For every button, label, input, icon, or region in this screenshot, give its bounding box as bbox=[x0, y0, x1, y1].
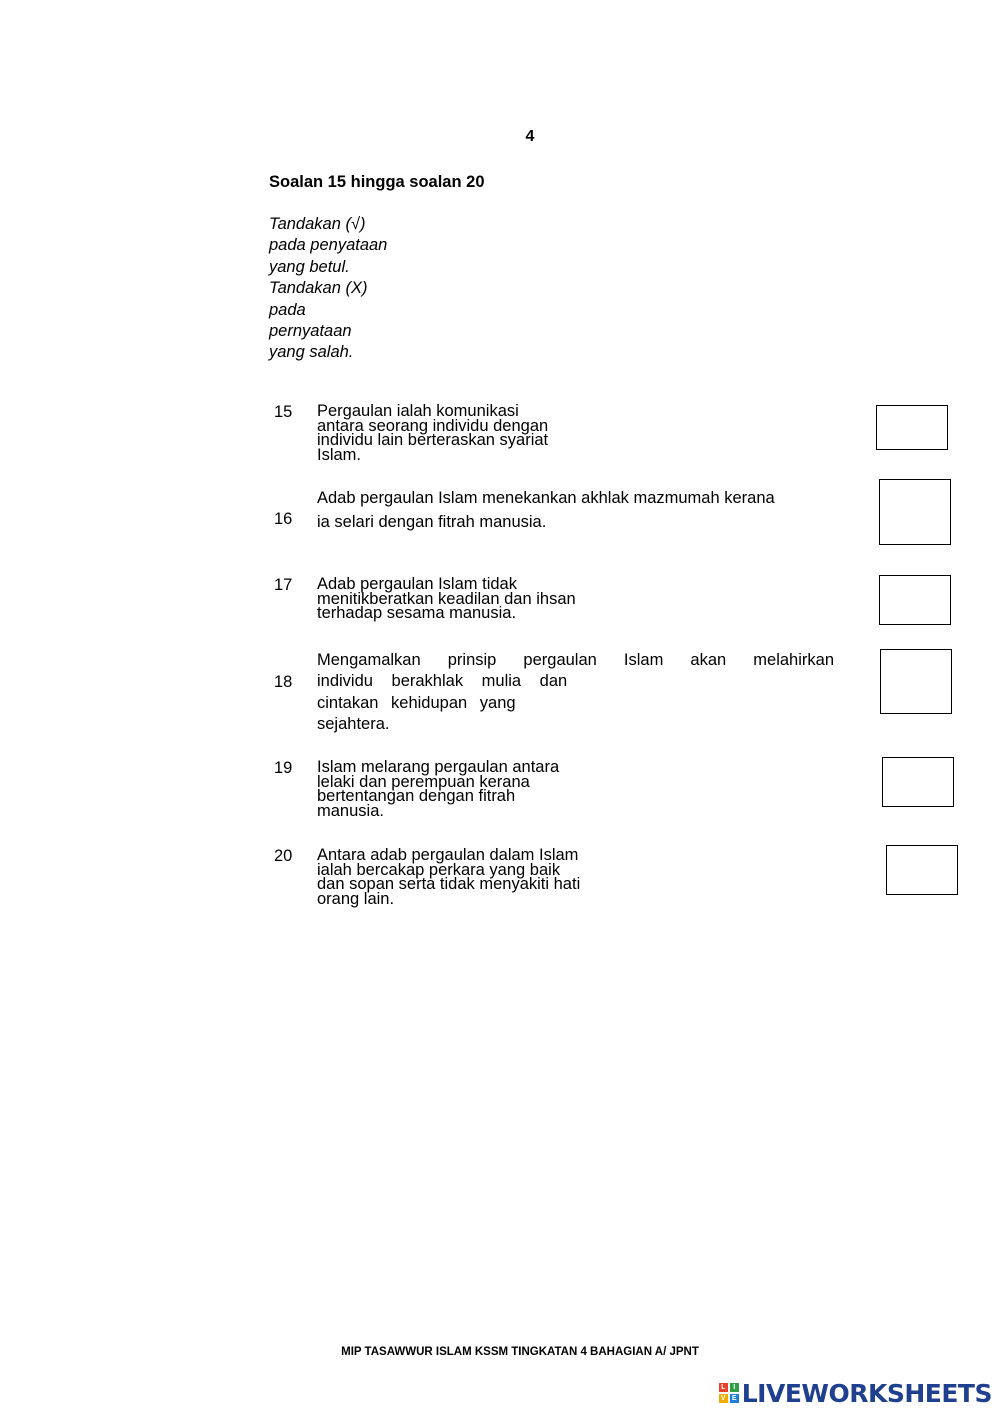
question-line: ia selari dengan fitrah manusia. bbox=[317, 513, 547, 531]
question-20-text bbox=[317, 848, 580, 906]
question-17-text bbox=[317, 577, 576, 621]
logo-letter: L bbox=[719, 1383, 728, 1392]
instruction-line: Tandakan (√) bbox=[269, 215, 366, 233]
question-18-number: 18 bbox=[274, 673, 293, 691]
question-line: menitikberatkan keadilan dan ihsan bbox=[317, 589, 576, 608]
question-line: orang lain. bbox=[317, 889, 395, 908]
question-line: Pergaulan ialah komunikasi bbox=[317, 402, 519, 420]
question-16-number: 16 bbox=[274, 510, 293, 528]
logo-letter: V bbox=[719, 1394, 728, 1403]
liveworksheets-brand[interactable] bbox=[719, 1376, 992, 1410]
question-line: Adab pergaulan Islam menekankan akhlak mazmumah kerana bbox=[317, 489, 775, 507]
answer-box-15[interactable] bbox=[876, 405, 948, 450]
question-19-number: 19 bbox=[274, 759, 293, 777]
question-line: Islam. bbox=[317, 445, 362, 464]
question-16-text bbox=[317, 486, 775, 534]
brand-text: LIVEWORKSHEETS bbox=[741, 1378, 992, 1408]
question-line: sejahtera. bbox=[317, 715, 390, 734]
question-17-number: 17 bbox=[274, 576, 293, 594]
instruction-line: Tandakan (X) bbox=[269, 279, 368, 298]
instruction-line: pada bbox=[269, 300, 306, 319]
question-line: manusia. bbox=[317, 801, 384, 820]
logo-letter: E bbox=[730, 1394, 739, 1403]
question-line: individu lain berteraskan syariat bbox=[317, 431, 549, 450]
footer: MIP TASAWWUR ISLAM KSSM TINGKATAN 4 BAHAGIAN A/ JPNT bbox=[341, 1346, 699, 1358]
question-line: terhadap sesama manusia. bbox=[317, 604, 517, 623]
question-line: bertentangan dengan fitrah bbox=[317, 787, 516, 806]
question-line: Adab pergaulan Islam tidak bbox=[317, 575, 517, 593]
question-line: Islam melarang pergaulan antara bbox=[317, 758, 560, 776]
section-heading: Soalan 15 hingga soalan 20 bbox=[269, 173, 485, 191]
instruction-line: yang betul. bbox=[269, 257, 350, 276]
answer-box-17[interactable] bbox=[879, 575, 951, 625]
question-19-text bbox=[317, 760, 559, 818]
question-15-number: 15 bbox=[274, 403, 293, 421]
logo-letter: I bbox=[730, 1383, 739, 1392]
question-line: Antara adab pergaulan dalam Islam bbox=[317, 846, 579, 864]
liveworksheets-logo-icon bbox=[719, 1383, 739, 1403]
answer-box-16[interactable] bbox=[879, 479, 951, 545]
question-line: cintakan kehidupan yang bbox=[317, 693, 516, 712]
question-line: Mengamalkan prinsip pergaulan Islam akan melahirkan bbox=[317, 651, 834, 669]
question-15-text bbox=[317, 404, 548, 462]
answer-box-18[interactable] bbox=[880, 649, 952, 714]
instruction-line: yang salah. bbox=[269, 343, 354, 362]
answer-box-19[interactable] bbox=[882, 757, 954, 807]
instructions bbox=[269, 214, 387, 364]
question-line: ialah bercakap perkara yang baik bbox=[317, 860, 561, 879]
answer-box-20[interactable] bbox=[886, 845, 958, 895]
question-18-text bbox=[317, 650, 834, 736]
question-line: individu berakhlak mulia dan bbox=[317, 672, 568, 691]
instruction-line: pernyataan bbox=[269, 322, 352, 341]
question-line: antara seorang individu dengan bbox=[317, 416, 549, 435]
question-line: lelaki dan perempuan kerana bbox=[317, 772, 530, 791]
question-20-number: 20 bbox=[274, 847, 293, 865]
instruction-line: pada penyataan bbox=[269, 236, 388, 255]
page-number: 4 bbox=[525, 128, 535, 145]
question-line: dan sopan serta tidak menyakiti hati bbox=[317, 875, 581, 894]
